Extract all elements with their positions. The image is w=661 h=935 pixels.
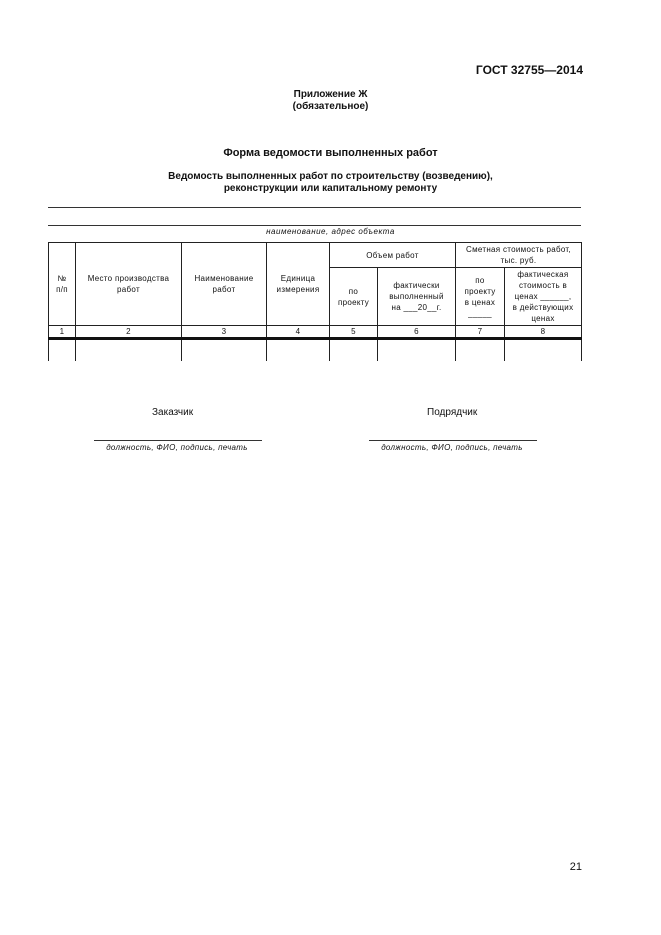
column-number: 8 bbox=[505, 326, 582, 339]
header-work-place: Место производства работ bbox=[76, 243, 182, 326]
customer-label: Заказчик bbox=[152, 407, 194, 418]
table-cell[interactable] bbox=[49, 339, 76, 362]
contractor-label: Подрядчик bbox=[427, 407, 478, 418]
column-number: 4 bbox=[267, 326, 330, 339]
column-number: 6 bbox=[378, 326, 456, 339]
table-cell[interactable] bbox=[267, 339, 330, 362]
column-number: 7 bbox=[456, 326, 505, 339]
column-number: 2 bbox=[76, 326, 182, 339]
header-volume-project: по проекту bbox=[330, 268, 378, 326]
header-cost-project: по проекту в ценах _____ bbox=[456, 268, 505, 326]
header-cost-actual: фактическая стоимость в ценах ______, в действующих ценах bbox=[505, 268, 582, 326]
header-volume-group: Объем работ bbox=[330, 243, 456, 268]
appendix-title: Приложение Ж bbox=[293, 89, 368, 100]
table-row bbox=[49, 339, 582, 362]
table-cell[interactable] bbox=[330, 339, 378, 362]
header-work-name: Наименование работ bbox=[182, 243, 267, 326]
column-number: 5 bbox=[330, 326, 378, 339]
page-number: 21 bbox=[569, 861, 582, 873]
table-cell[interactable] bbox=[456, 339, 505, 362]
table-cell[interactable] bbox=[182, 339, 267, 362]
statement-title-line2: реконструкции или капитальному ремонту bbox=[223, 183, 438, 194]
contractor-signature-caption: должность, ФИО, подпись, печать bbox=[381, 443, 523, 452]
statement-title bbox=[0, 171, 661, 195]
table-cell[interactable] bbox=[76, 339, 182, 362]
appendix-type: (обязательное) bbox=[292, 101, 369, 112]
customer-signature-caption: должность, ФИО, подпись, печать bbox=[106, 443, 248, 452]
statement-title-line1: Ведомость выполненных работ по строительству (возведению), bbox=[168, 171, 493, 182]
form-title: Форма ведомости выполненных работ bbox=[223, 147, 438, 159]
appendix-heading bbox=[0, 89, 661, 113]
standard-number: ГОСТ 32755—2014 bbox=[475, 63, 583, 77]
column-number: 1 bbox=[49, 326, 76, 339]
object-line-2 bbox=[48, 225, 581, 226]
header-volume-actual: фактически выполненный на ___20__г. bbox=[378, 268, 456, 326]
contractor-signature-line[interactable] bbox=[369, 440, 537, 441]
header-cost-group: Сметная стоимость работ, тыс. руб. bbox=[456, 243, 582, 268]
table-cell[interactable] bbox=[378, 339, 456, 362]
header-row-number: № п/п bbox=[49, 243, 76, 326]
object-line-1 bbox=[48, 207, 581, 208]
customer-signature-line[interactable] bbox=[94, 440, 262, 441]
object-caption: наименование, адрес объекта bbox=[266, 227, 395, 236]
column-number: 3 bbox=[182, 326, 267, 339]
column-numbers-row bbox=[49, 326, 582, 339]
header-unit: Единица измерения bbox=[267, 243, 330, 326]
works-table bbox=[48, 242, 582, 361]
table-cell[interactable] bbox=[505, 339, 582, 362]
